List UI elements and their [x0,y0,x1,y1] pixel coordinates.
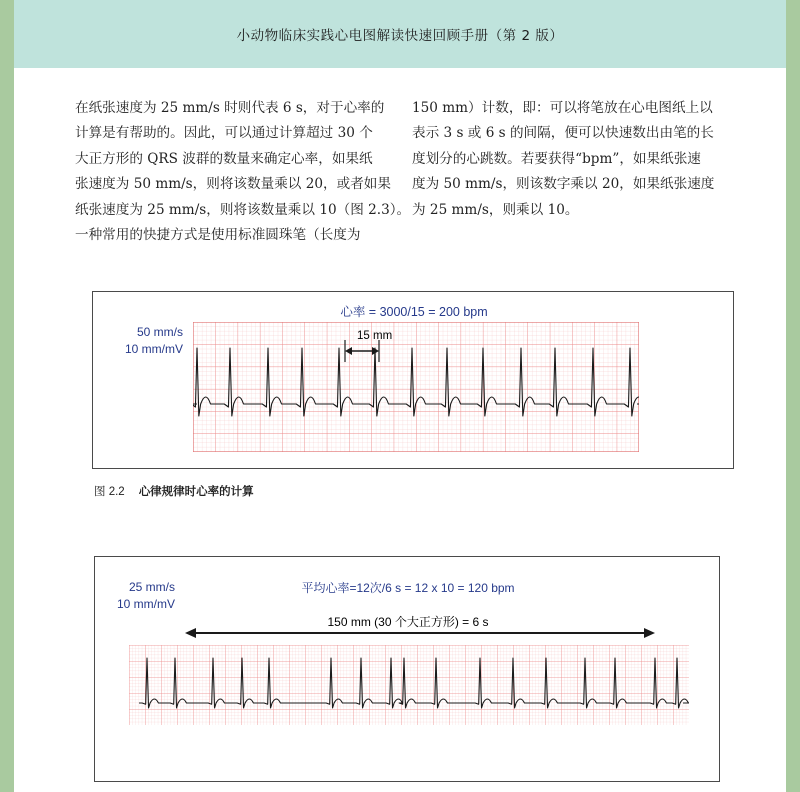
ecg-grid [129,645,689,725]
arrowhead-left [185,628,196,638]
paper-speed: 50 mm/s [137,325,184,339]
pen-length-label: 150 mm (30 个大正方形) = 6 s [327,615,489,629]
paper-speed: 25 mm/s [129,580,176,594]
book-page [14,0,786,792]
text-line: 在纸张速度为 25 mm/s 时则代表 6 s，对于心率的 [75,100,385,116]
figure-title: 心律规律时心率的计算 [138,486,254,498]
figure-number: 图 2.2 [94,486,125,498]
figure-2-3-ecg [94,556,720,782]
ecg-grid [193,322,639,452]
heart-rate-formula: 心率 = 3000/15 = 200 bpm [340,305,488,319]
paper-settings [117,579,175,613]
average-heart-rate-formula: 平均心率=12次/6 s = 12 x 10 = 120 bpm [301,581,515,595]
text-line: 张速度为 50 mm/s，则将该数量乘以 20，或者如果 [75,176,391,193]
pen-length-arrow [185,625,655,641]
ecg-strip-1 [193,322,639,452]
text-column-right [412,96,732,223]
text-line: 一种常用的快捷方式是使用标准圆珠笔（长度为 [75,227,361,244]
text-column-left [75,96,411,248]
text-line: 计算是有帮助的。因此，可以通过计算超过 30 个 [75,125,373,142]
text-line: 150 mm）计数，即：可以将笔放在心电图纸上以 [412,100,713,116]
text-line: 度为 50 mm/s，则该数字乘以 20，如果纸张速度 [412,176,715,193]
text-line: 为 25 mm/s，则乘以 10。 [412,201,579,218]
paper-settings [125,324,183,358]
arrowhead-right [644,628,655,638]
interval-label: 15 mm [357,330,393,342]
text-line: 表示 3 s 或 6 s 的间隔，便可以快速数出由笔的长 [412,125,714,142]
text-line: 纸张速度为 25 mm/s，则将该数量乘以 10（图 2.3）。 [75,201,411,218]
page-header [14,0,786,68]
text-line: 大正方形的 QRS 波群的数量来确定心率，如果纸 [75,150,373,167]
text-line: 度划分的心跳数。若要获得“bpm”，如果纸张速 [412,150,701,167]
figure-2-2-ecg [92,291,734,469]
gain: 10 mm/mV [117,597,176,611]
gain: 10 mm/mV [125,342,184,356]
figure-caption [94,483,254,499]
ecg-strip-2 [129,645,689,725]
book-title: 小动物临床实践心电图解读快速回顾手册（第 2 版） [236,28,564,44]
